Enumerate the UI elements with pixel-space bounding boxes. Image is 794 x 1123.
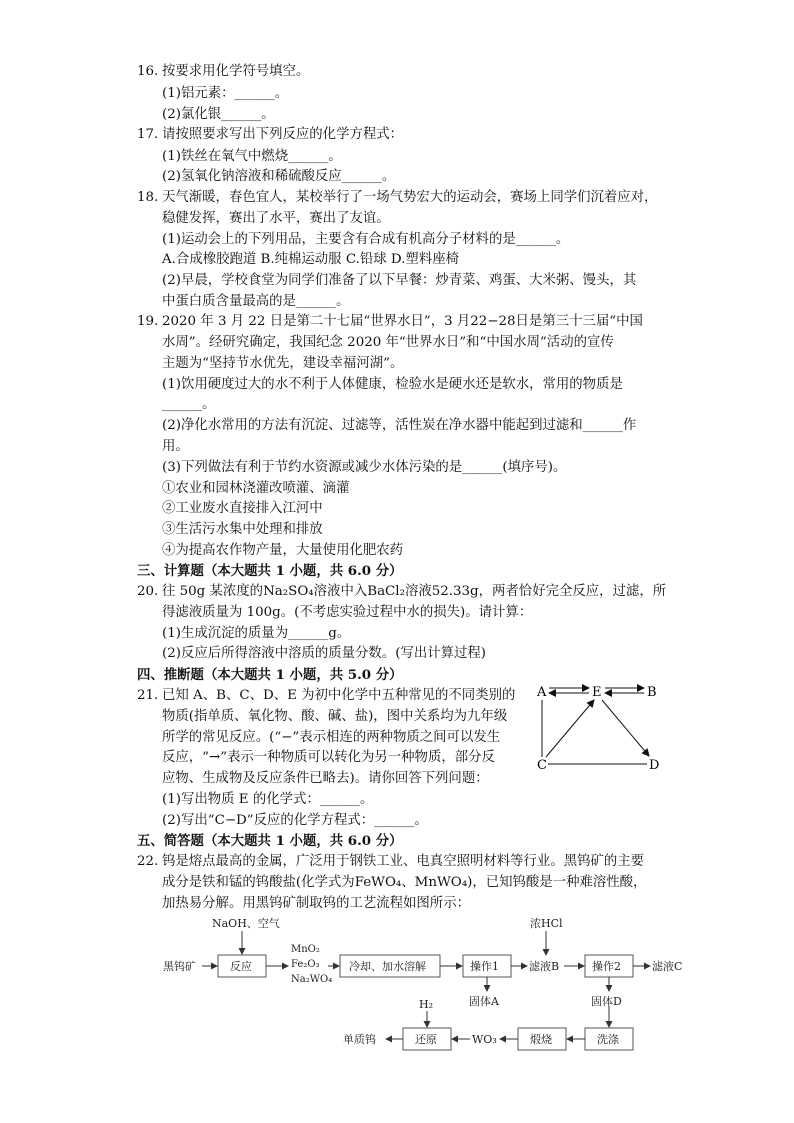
label-h2: H₂	[419, 998, 434, 1011]
section-3-title: 三、计算题	[137, 563, 204, 579]
q21-stem-3: 所学的常见反应。(“−”表示相连的两种物质之间可以发生	[162, 730, 501, 745]
node-c-label: C	[537, 758, 547, 773]
node-a-label: A	[537, 685, 547, 700]
section-4-note: （本大题共 1 小题，共 5.0 分）	[203, 667, 403, 683]
label-wash: 洗涤	[597, 1033, 619, 1046]
q22-stem-2: 成分是铁和锰的钨酸盐(化学式为FeWO₄、MnWO₄)，已知钨酸是一种难溶性酸，	[162, 875, 647, 890]
q19-part2-2: 用。	[162, 439, 189, 454]
q21-part1: (1)写出物质 E 的化学式：______。	[162, 792, 374, 807]
q20-stem-2: 得滤液质量为 100g。(不考虑实验过程中水的损失)。请计算：	[162, 605, 533, 620]
section-4-title: 四、推断题	[137, 667, 204, 683]
section-5-title: 五、简答题	[137, 833, 204, 849]
label-tungsten: 单质钨	[343, 1033, 376, 1046]
label-solid-d: 固体D	[591, 995, 622, 1008]
section-3-heading	[137, 562, 403, 580]
label-cool-dissolve: 冷却、加水溶解	[349, 960, 426, 973]
q22-process-flow-diagram	[160, 915, 700, 1060]
q18-stem-1: 天气渐暖，春色宜人，某校举行了一场气势宏大的运动会，赛场上同学们沉着应对，	[162, 190, 658, 205]
label-operation-1: 操作1	[470, 960, 499, 973]
label-solid-a: 固体A	[469, 995, 499, 1008]
label-filtrate-c: 滤液C	[652, 960, 683, 973]
q21-stem-5: 应物、生成物及反应条件已略去)。请你回答下列问题：	[162, 771, 489, 786]
q19-part1-2: ______。	[162, 397, 216, 412]
label-reagent-1: NaOH、空气	[212, 917, 280, 930]
q21-relationship-diagram	[532, 680, 667, 775]
label-fe2o3: Fe₂O₃	[291, 959, 320, 970]
label-operation-2: 操作2	[592, 960, 621, 973]
label-filtrate-b: 滤液B	[529, 960, 560, 973]
label-raw-ore: 黑钨矿	[163, 960, 196, 973]
q16-stem: 按要求用化学符号填空。	[162, 64, 310, 79]
q19-part3: (3)下列做法有利于节约水资源或减少水体污染的是______(填序号)。	[162, 460, 567, 475]
label-reduce: 还原	[415, 1033, 437, 1046]
q19-stem-3: 主题为“坚持节水优先，建设幸福河湖”。	[162, 356, 404, 371]
q17-stem: 请按照要求写出下列反应的化学方程式：	[162, 127, 404, 142]
q16-number: 16.	[137, 64, 159, 79]
q19-stem-1: 2020 年 3 月 22 日是第二十七届“世界水日”，3 月22−28日是第三十三届“中国	[162, 314, 643, 329]
q20-part1: (1)生成沉淀的质量为______g。	[162, 626, 351, 641]
q19-choice-2: ②工业废水直接排入江河中	[162, 501, 323, 516]
node-d-label: D	[649, 758, 660, 773]
label-na2wo4: Na₂WO₄	[291, 974, 333, 985]
q20-part2: (2)反应后所得溶液中溶质的质量分数。(写出计算过程)	[162, 646, 487, 661]
edge-e-to-d	[602, 700, 649, 756]
q20-number: 20.	[137, 584, 159, 599]
q19-choice-1: ①农业和园林浇灌改喷灌、滴灌	[162, 481, 350, 496]
q18-options: A.合成橡胶跑道 B.纯棉运动服 C.铅球 D.塑料座椅	[162, 252, 459, 267]
label-react: 反应	[230, 960, 252, 973]
q19-stem-2: 水周”。经研究确定，我国纪念 2020 年“世界水日”和“中国水周”活动的宣传	[162, 335, 614, 350]
q19-choice-4: ④为提高农作物产量，大量使用化肥农药	[162, 543, 404, 558]
label-conc-hcl: 浓HCl	[530, 917, 563, 930]
q19-part1-1: (1)饮用硬度过大的水不利于人体健康，检验水是硬水还是软水，常用的物质是	[162, 377, 623, 392]
q21-part2: (2)写出“C−D”反应的化学方程式：______。	[162, 813, 428, 828]
q19-part2-1: (2)净化水常用的方法有沉淀、过滤等，活性炭在净水器中能起到过滤和______作	[162, 418, 637, 433]
q18-number: 18.	[137, 190, 159, 205]
q16-part1: (1)铝元素：______。	[162, 86, 289, 101]
q18-part2-2: 中蛋白质含量最高的是______。	[162, 294, 350, 309]
q19-choice-3: ③生活污水集中处理和排放	[162, 522, 323, 537]
label-wo3: WO₃	[472, 1033, 497, 1046]
node-b-label: B	[647, 685, 657, 700]
q16-part2: (2)氯化银______。	[162, 107, 275, 122]
edge-c-to-e	[546, 700, 594, 757]
q17-part1: (1)铁丝在氧气中燃烧______。	[162, 149, 342, 164]
q20-stem-1: 往 50g 某浓度的Na₂SO₄溶液中入BaCl₂溶液52.33g，两者恰好完全反应，过滤，所	[162, 584, 667, 599]
q22-stem-3: 加热易分解。用黑钨矿制取钨的工艺流程如图所示：	[162, 896, 470, 911]
q21-number: 21.	[137, 688, 159, 703]
label-mno2: MnO₂	[291, 944, 320, 955]
q22-stem-1: 钨是熔点最高的金属，广泛用于钢铁工业、电真空照明材料等行业。黑钨矿的主要	[162, 854, 645, 869]
q18-part2-1: (2)早晨，学校食堂为同学们准备了以下早餐：炒青菜、鸡蛋、大米粥、馒头，其	[162, 273, 637, 288]
q21-stem-1: 已知 A、B、C、D、E 为初中化学中五种常见的不同类别的	[162, 688, 516, 703]
q17-part2: (2)氢氧化钠溶液和稀硫酸反应______。	[162, 169, 396, 184]
q22-number: 22.	[137, 854, 159, 869]
q21-stem-2: 物质(指单质、氧化物、酸、碱、盐)，图中关系均为九年级	[162, 709, 508, 724]
q21-stem-4: 反应，“→”表示一种物质可以转化为另一种物质，部分反	[162, 750, 495, 765]
label-calcine: 煅烧	[530, 1033, 552, 1046]
q17-number: 17.	[137, 127, 159, 142]
section-3-note: （本大题共 1 小题，共 6.0 分）	[203, 563, 403, 579]
node-e-label: E	[592, 685, 602, 700]
section-4-heading	[137, 666, 403, 684]
section-5-note: （本大题共 1 小题，共 6.0 分）	[203, 833, 403, 849]
q18-stem-2: 稳健发挥，赛出了水平，赛出了友谊。	[162, 211, 390, 226]
q19-number: 19.	[137, 314, 159, 329]
q18-part1: (1)运动会上的下列用品，主要含有合成有机高分子材料的是______。	[162, 232, 570, 247]
section-5-heading	[137, 832, 403, 850]
